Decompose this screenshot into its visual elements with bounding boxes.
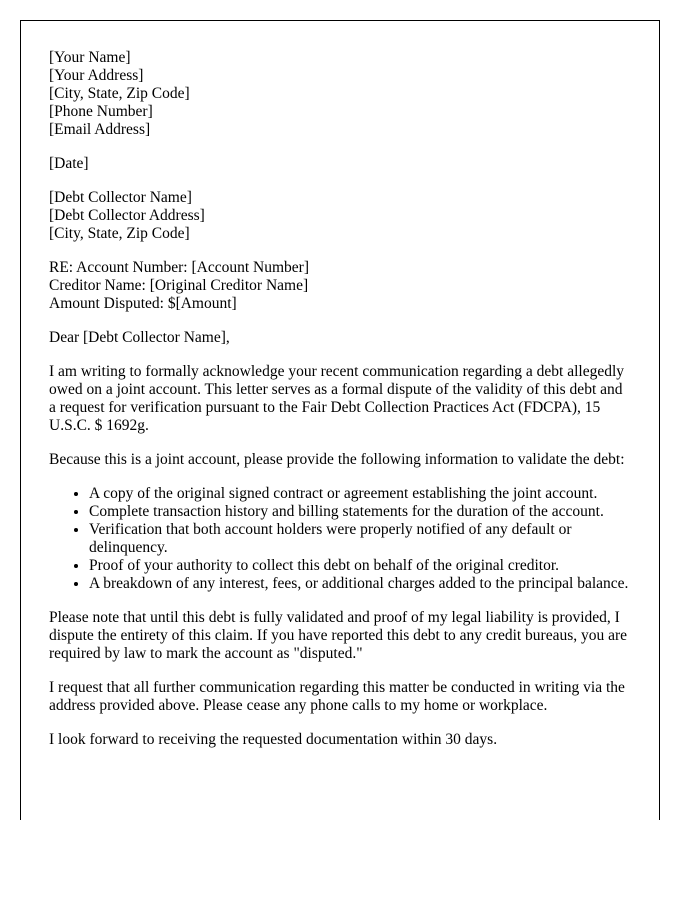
list-item: • A breakdown of any interest, fees, or additional charges added to the principal balance. xyxy=(89,575,631,593)
request-intro-paragraph: Because this is a joint account, please provide the following information to validate the debt: xyxy=(49,451,625,468)
date-block xyxy=(49,155,631,173)
sender-city-state-zip: [City, State, Zip Code] xyxy=(49,85,190,102)
sender-email: [Email Address] xyxy=(49,121,151,138)
sender-block xyxy=(49,49,631,139)
sender-name: [Your Name] xyxy=(49,49,131,66)
intro-paragraph: I am writing to formally acknowledge your recent communication regarding a debt allegedly owed on a joint account. This letter serves as a formal dispute of the validity of this debt and a request for verification pursuant to the Fair Debt Collection Practices Act (FDCPA), 15 U.S.C. $ 1692g. xyxy=(49,363,625,434)
list-item: • A copy of the original signed contract or agreement establishing the joint account. xyxy=(89,485,631,503)
list-item: • Complete transaction history and billing statements for the duration of the account. xyxy=(89,503,631,521)
closing-paragraph: I look forward to receiving the requested documentation within 30 days. xyxy=(49,731,498,748)
requested-documents-list xyxy=(49,485,631,593)
list-item: • Verification that both account holders were properly notified of any default or delinquency. xyxy=(89,521,631,557)
salutation: Dear [Debt Collector Name], xyxy=(49,329,230,346)
letter-date: [Date] xyxy=(49,155,89,172)
re-account-number: RE: Account Number: [Account Number] xyxy=(49,259,309,276)
sender-address: [Your Address] xyxy=(49,67,144,84)
communication-paragraph: I request that all further communication regarding this matter be conducted in writing via the address provided above. Please cease any phone calls to my home or workplace. xyxy=(49,679,625,714)
re-amount-disputed: Amount Disputed: $[Amount] xyxy=(49,295,237,312)
recipient-city-state-zip: [City, State, Zip Code] xyxy=(49,225,190,242)
sender-phone: [Phone Number] xyxy=(49,103,153,120)
letter-page xyxy=(20,20,660,820)
re-creditor-name: Creditor Name: [Original Creditor Name] xyxy=(49,277,309,294)
recipient-name: [Debt Collector Name] xyxy=(49,189,192,206)
dispute-paragraph: Please note that until this debt is fully validated and proof of my legal liability is provided, I dispute the entirety of this claim. If you have reported this debt to any credit bureaus, you are required by law to mark the account as "disputed." xyxy=(49,609,628,662)
recipient-address: [Debt Collector Address] xyxy=(49,207,205,224)
recipient-block xyxy=(49,189,631,243)
re-block xyxy=(49,259,631,313)
list-item: • Proof of your authority to collect this debt on behalf of the original creditor. xyxy=(89,557,631,575)
